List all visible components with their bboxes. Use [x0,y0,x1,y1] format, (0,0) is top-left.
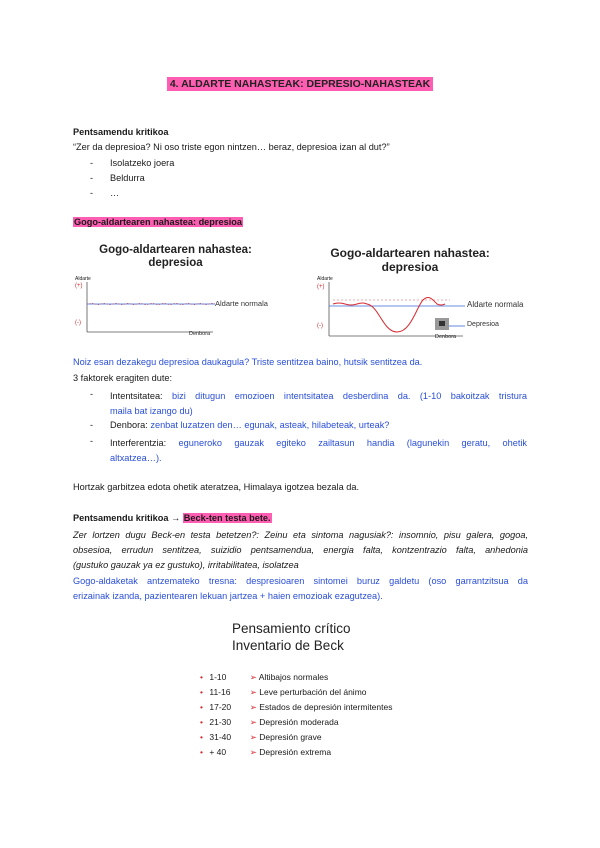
section1-heading: Pentsamendu kritikoa [73,127,169,137]
chart-title: Gogo-aldartearen nahastea: [330,246,490,260]
mood-chart-normal [73,240,278,340]
list-item: Isolatzeko joera [110,158,175,168]
legend-depression: Depresioa [467,321,499,328]
section2-heading: Gogo-aldartearen nahastea: depresioa [74,217,242,227]
chart-subtitle: depresioa [381,260,439,274]
section1-quote: “Zer da depresioa? Ni oso triste egon nintzen… beraz, depresioa izan al dut?” [73,142,390,152]
beck-row: • 21-30 ➢ Depresión moderada [200,717,339,727]
y-axis-label: Aldarte [75,276,91,282]
chart-subtitle: depresioa [148,257,203,269]
beck-row: • 11-16 ➢ Leve perturbación del ánimo [200,687,367,697]
mood-chart-depression [315,242,530,342]
chart-title: Gogo-aldartearen nahastea: [99,244,252,256]
y-axis-label: Aldarte [317,276,333,282]
list-item: Beldurra [110,173,145,183]
section3-heading: Pentsamendu kritikoa → Beck-ten testa bete. [73,513,271,523]
beck-row: • + 40 ➢ Depresión extrema [200,747,332,757]
legend-normal: Aldarte normala [467,300,524,309]
mood-curve [333,297,445,332]
page-title: 4. ALDARTE NAHASTEAK: DEPRESIO-NAHASTEAK [0,78,600,90]
beck-inventory-figure [200,617,410,757]
legend-normal: Aldarte normala [215,299,268,308]
closing-sentence: Hortzak garbitzea edota ohetik ateratzea, Himalaya igotzea bezala da. [73,482,360,492]
list-item: Denbora: zenbat luzatzen den… egunak, asteak, hilabeteak, urteak? [110,420,390,430]
beck-title: Pensamiento crítico [232,621,351,636]
list-item: Intentsitatea: bizi ditugun emozioen intentsitatea desberdina da. (1-10 bakoitzak tristura maila bat izango du) [110,391,527,416]
list-item: Interferentzia: eguneroko gauzak egiteko zailtasun handia (lagunekin geratu, ohetik altxatzea…). [110,438,528,463]
beck-tool-note: Gogo-aldaketak antzemateko tresna: despresioaren sintomei buruz galdetu (oso garrantzitsua da erizainak izanda, pazientearen lekuan jartzea + haien emozioak ezagutzea). [73,576,528,601]
y-minus-label: (-) [317,323,323,329]
beck-subtitle: Inventario de Beck [232,638,344,653]
y-plus-label: (+) [75,283,83,289]
list-item: … [110,188,120,198]
beck-row: • 31-40 ➢ Depresión grave [200,732,322,742]
photo-figure [439,321,445,326]
x-axis-label: Denbora [189,331,211,337]
beck-row: • 1-10 ➢ Altibajos normales [200,672,329,682]
depression-question: Noiz esan dezakegu depresioa daukagula? Triste sentitzea baino, hutsik sentitzea da. [73,357,423,367]
x-axis-label: Denbora [435,334,457,340]
beck-description: Zer lortzen dugu Beck-en testa betetzen?: Zeinu eta sintoma nagusiak?: insomnio, pisu galera, gogoa, obsesioa, errudun sentitzea, suizidio pentsamendua, energia falta, kontzentrazio falta, anhedonia (gustuko gauzak ya ez gustuko), irritabilitatea, isolatzea [73,530,528,570]
factors-intro: 3 faktorek eragiten dute: [73,373,173,383]
y-plus-label: (+) [317,284,325,290]
y-minus-label: (-) [75,320,81,326]
chart-svg [73,240,278,340]
beck-row: • 17-20 ➢ Estados de depresión intermitentes [200,702,393,712]
